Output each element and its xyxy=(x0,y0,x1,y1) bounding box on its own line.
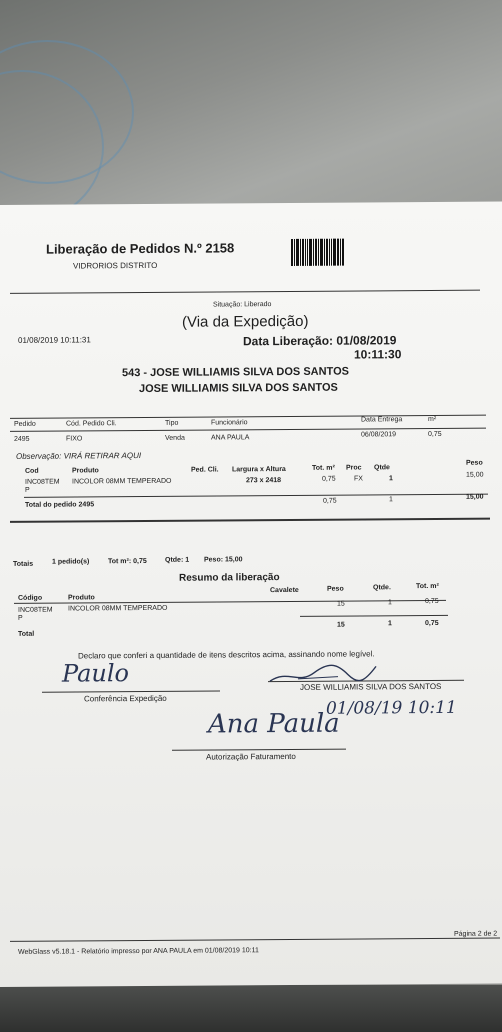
client-signature-label: JOSE WILLIAMIS SILVA DOS SANTOS xyxy=(300,681,442,692)
col-header-tipo: Tipo xyxy=(165,419,179,427)
handwritten-date: 01/08/19 10:11 xyxy=(326,697,457,719)
col-header-cod-pedido: Cód. Pedido Cli. xyxy=(66,420,117,428)
client-signature-scribble xyxy=(268,660,378,687)
conferencia-signature: Paulo xyxy=(62,659,129,688)
summary-total-tot-m2: 0,75 xyxy=(425,619,439,628)
item-header-peso: Peso xyxy=(466,459,483,467)
autorizacao-label: Autorização Faturamento xyxy=(206,751,296,762)
item-produto: INCOLOR 08MM TEMPERADO xyxy=(72,477,172,486)
summary-produto: INCOLOR 08MM TEMPERADO xyxy=(68,604,168,613)
totals-qtde: Qtde: 1 xyxy=(165,556,190,564)
item-header-cod: Cod xyxy=(25,467,39,475)
client-line: 543 - JOSE WILLIAMIS SILVA DOS SANTOS xyxy=(122,365,349,380)
totals-m2: Tot m²: 0,75 xyxy=(108,557,147,566)
barcode-image xyxy=(291,239,351,266)
document-page xyxy=(0,201,502,987)
summary-peso: 15 xyxy=(337,600,345,608)
summary-title: Resumo da liberação xyxy=(179,572,280,584)
item-header-produto: Produto xyxy=(72,467,99,475)
divider xyxy=(24,494,488,498)
summary-header-tot-m2: Tot. m² xyxy=(416,582,439,591)
item-tot-m2: 0,75 xyxy=(322,475,336,483)
item-header-ped-cli: Ped. Cli. xyxy=(191,466,219,474)
item-cod-line1: INC08TEM xyxy=(25,478,60,486)
footer-report: WebGlass v5.18.1 - Relatório impresso por ANA PAULA em 01/08/2019 10:11 xyxy=(18,947,259,956)
order-observation: Observação: VIRÁ RETIRAR AQUI xyxy=(16,451,142,461)
order-funcionario: ANA PAULA xyxy=(211,434,250,442)
summary-header-peso: Peso xyxy=(327,585,344,593)
divider xyxy=(10,290,480,294)
divider xyxy=(10,415,486,419)
autorizacao-signature: Ana Paula xyxy=(208,708,340,740)
summary-total-peso: 15 xyxy=(337,621,345,629)
order-m2: 0,75 xyxy=(428,430,442,439)
col-header-funcionario: Funcionário xyxy=(211,419,248,427)
item-dimensions: 273 x 2418 xyxy=(246,477,282,485)
item-header-largura-altura: Largura x Altura xyxy=(232,466,286,474)
order-cod-pedido: FIXO xyxy=(66,435,83,443)
summary-codigo-line2: P xyxy=(18,614,23,622)
item-header-tot-m2: Tot. m² xyxy=(312,464,335,472)
order-total-m2: 0,75 xyxy=(323,497,337,505)
declaration-text: Declaro que conferi a quantidade de itens descritos acima, assinando nome legível. xyxy=(78,649,375,661)
divider xyxy=(10,518,490,523)
conferencia-label: Conferência Expedição xyxy=(84,693,167,704)
order-data-entrega: 06/08/2019 xyxy=(361,431,397,439)
totals-pedidos: 1 pedido(s) xyxy=(52,558,90,566)
col-header-m2: m² xyxy=(428,415,437,424)
order-total-label: Total do pedido 2495 xyxy=(25,501,95,509)
totals-label: Totais xyxy=(13,560,34,568)
copy-label: (Via da Expedição) xyxy=(182,312,309,331)
summary-header-produto: Produto xyxy=(68,594,95,602)
summary-codigo-line1: INC08TEM xyxy=(18,606,53,614)
summary-header-codigo: Código xyxy=(18,594,43,602)
item-cod-line2: P xyxy=(25,486,30,494)
divider xyxy=(300,615,448,617)
summary-header-qtde: Qtde. xyxy=(373,584,391,592)
photo-background-bottom xyxy=(0,985,502,1032)
company-name: VIDRORIOS DISTRITO xyxy=(73,260,158,271)
item-peso: 15,00 xyxy=(466,471,484,479)
summary-total-label: Total xyxy=(18,630,35,638)
footer-page: Página 2 de 2 xyxy=(454,930,498,938)
summary-qtde: 1 xyxy=(388,599,392,607)
document-title: Liberação de Pedidos N.º 2158 xyxy=(46,240,235,257)
release-time: 10:11:30 xyxy=(354,347,402,362)
totals-peso: Peso: 15,00 xyxy=(204,556,243,564)
order-total-peso: 15,00 xyxy=(466,493,484,501)
item-qtde: 1 xyxy=(389,475,393,483)
release-date: Data Liberação: 01/08/2019 xyxy=(243,333,397,349)
item-header-proc: Proc xyxy=(346,464,362,472)
situation-text: Situação: Liberado xyxy=(213,301,272,309)
summary-total-qtde: 1 xyxy=(388,620,392,628)
col-header-data-entrega: Data Entrega xyxy=(361,416,403,424)
item-proc: FX xyxy=(354,475,363,483)
order-total-qtde: 1 xyxy=(389,496,393,504)
client-name: JOSE WILLIAMIS SILVA DOS SANTOS xyxy=(139,381,338,396)
order-pedido: 2495 xyxy=(14,435,30,443)
divider xyxy=(10,938,500,942)
item-header-qtde: Qtde xyxy=(374,464,390,472)
signature-line xyxy=(172,749,346,751)
order-tipo: Venda xyxy=(165,434,185,442)
summary-tot-m2: 0,75 xyxy=(425,597,439,606)
printed-timestamp: 01/08/2019 10:11:31 xyxy=(18,335,91,345)
photo-background-top xyxy=(0,0,502,215)
signature-line xyxy=(42,690,220,692)
summary-header-cavalete: Cavalete xyxy=(270,586,299,595)
divider xyxy=(10,428,486,432)
col-header-pedido: Pedido xyxy=(14,420,36,428)
